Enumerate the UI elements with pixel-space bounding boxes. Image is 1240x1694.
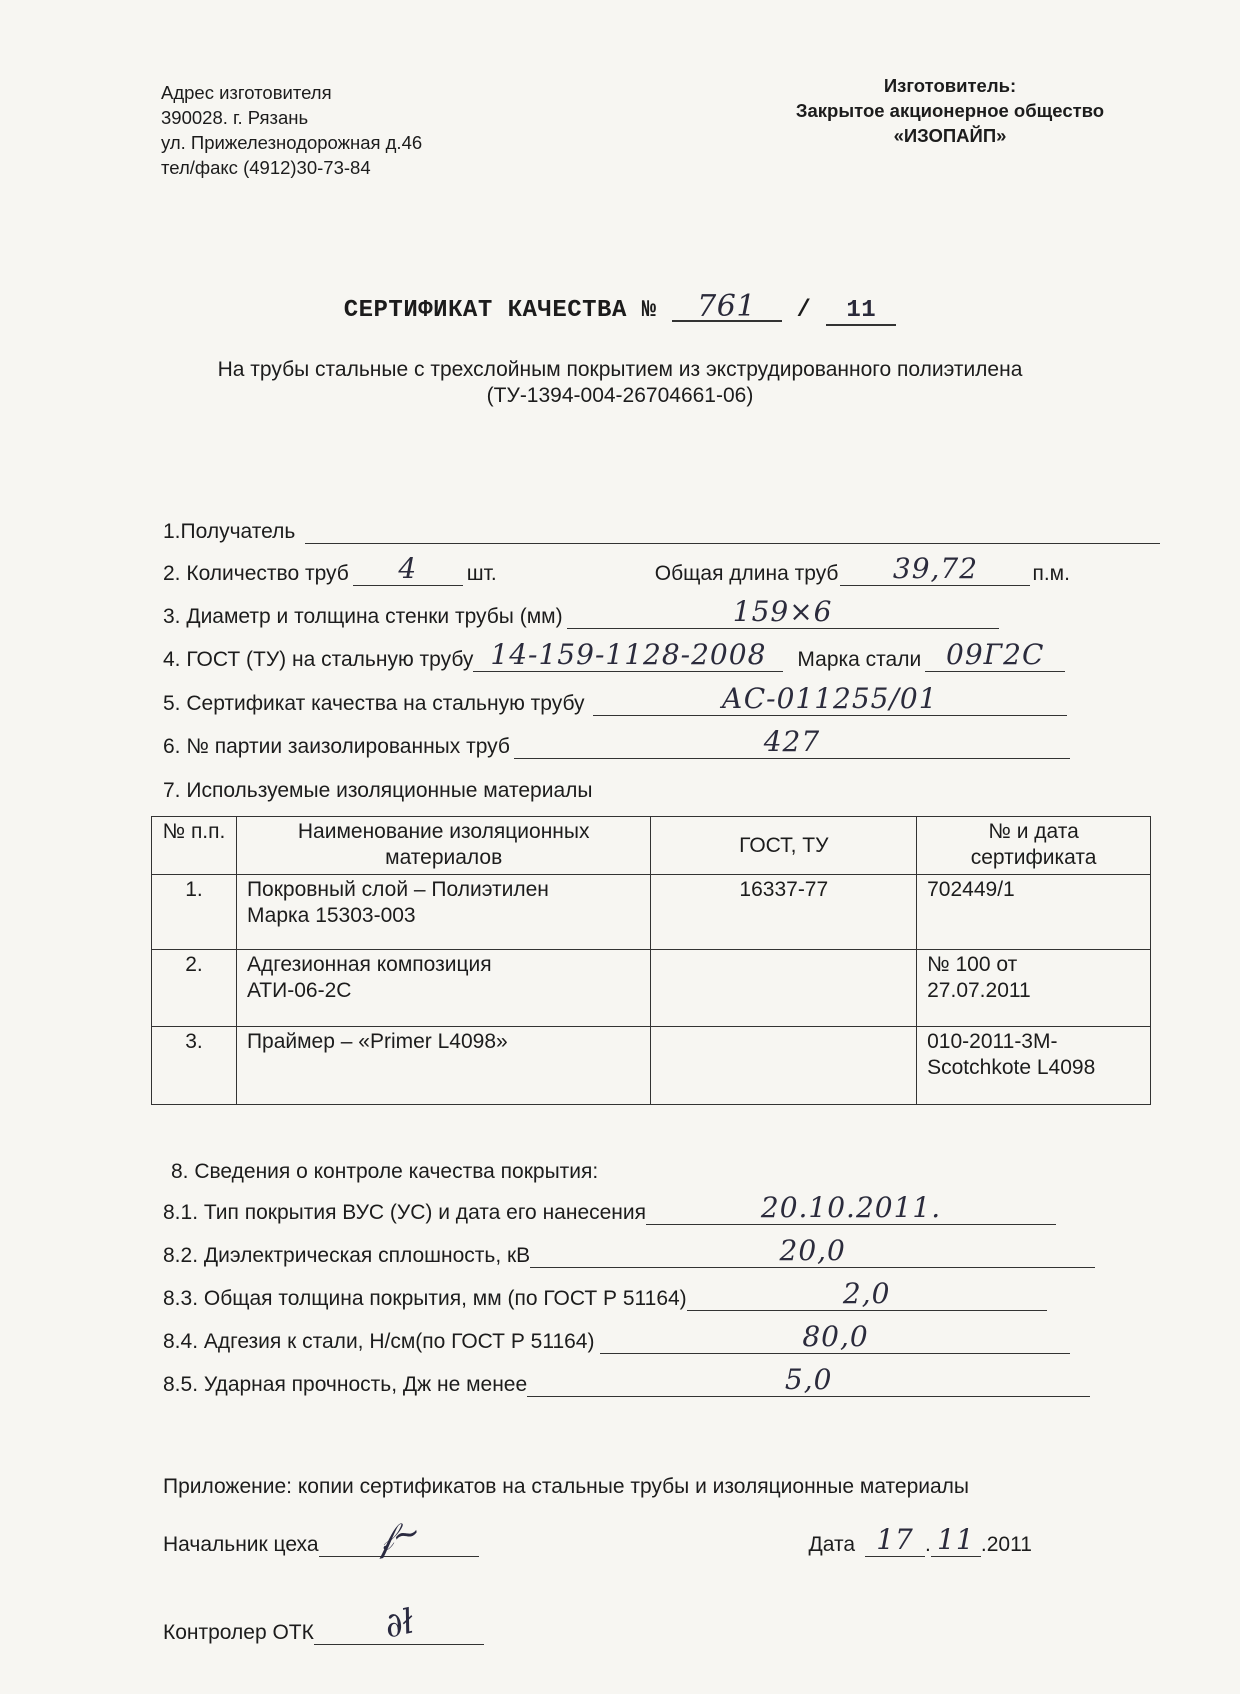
material-name-line-2: АТИ-06-2С — [246, 979, 352, 1002]
steel-grade-label: Марка стали — [797, 648, 922, 671]
diameter-row — [163, 595, 1160, 629]
date-month: 11 — [937, 1523, 975, 1556]
certificate-line-1: № 100 от — [927, 953, 1018, 976]
quality-heading-row — [171, 1154, 1160, 1184]
certificate-title — [0, 289, 1240, 326]
gost-row — [163, 638, 1160, 672]
subtitle-line-2: (ТУ-1394-004-26704661-06) — [486, 384, 754, 407]
impact-value: 5,0 — [784, 1363, 833, 1396]
date-label: Дата — [808, 1533, 856, 1556]
impact-label: 8.5. Ударная прочность, Дж не менее — [163, 1373, 528, 1396]
certificate-line-1: 010-2011-3М- — [927, 1030, 1058, 1053]
gost-value: 14-159-1128-2008 — [490, 638, 767, 671]
quality-heading: 8. Сведения о контроле качества покрытия: — [171, 1160, 599, 1183]
controller-signature-row — [163, 1601, 1160, 1647]
head-signature: 𝒻~ — [373, 1511, 425, 1561]
recipient-row — [163, 514, 1160, 544]
certificate-year: 11 — [826, 298, 896, 326]
table-header-gost: ГОСТ, ТУ — [651, 817, 917, 875]
row-certificate — [917, 875, 1151, 950]
dielectric-label: 8.2. Диэлектрическая сплошность, кВ — [163, 1244, 531, 1267]
certificate-line-2: 27.07.2011 — [927, 979, 1031, 1002]
address-line-3: тел/факс (4912)30-73-84 — [161, 157, 371, 178]
row-number: 1. — [152, 875, 237, 950]
pipe-certificate-row — [163, 682, 1160, 716]
thickness-value: 2,0 — [842, 1277, 891, 1310]
attachment-row — [163, 1469, 1160, 1499]
dielectric-row — [163, 1234, 1160, 1268]
table-header-certificate: № и дата сертификата — [917, 817, 1151, 875]
row-gost: 16337-77 — [651, 875, 917, 950]
manufacturer-block — [740, 73, 1160, 148]
row-gost — [651, 950, 917, 1027]
pipe-count-label: 2. Количество труб — [163, 562, 349, 585]
table-row — [152, 950, 1151, 1027]
adhesion-value: 80,0 — [802, 1320, 869, 1353]
adhesion-label: 8.4. Адгезия к стали, Н/см(по ГОСТ Р 51164) — [163, 1330, 595, 1353]
pipe-length-label: Общая длина труб — [654, 562, 839, 585]
adhesion-row — [163, 1320, 1160, 1354]
material-name-line-1: Адгезионная композиция — [246, 953, 492, 976]
materials-label: 7. Используемые изоляционные материалы — [163, 779, 593, 802]
manufacturer-label: Изготовитель: — [883, 75, 1017, 96]
pipe-certificate-label: 5. Сертификат качества на стальную трубу — [163, 692, 585, 715]
recipient-label: 1.Получатель — [163, 520, 296, 543]
address-label: Адрес изготовителя — [161, 82, 332, 103]
certificate-line-2: Scotchkote L4098 — [927, 1056, 1096, 1079]
pipe-length-value: 39,72 — [892, 552, 979, 585]
manufacturer-line-1: Закрытое акционерное общество — [795, 100, 1105, 121]
row-number: 3. — [152, 1027, 237, 1105]
batch-row — [163, 725, 1160, 759]
gost-label: 4. ГОСТ (ТУ) на стальную трубу — [163, 648, 474, 671]
thickness-label: 8.3. Общая толщина покрытия, мм (по ГОСТ Р 51164) — [163, 1287, 687, 1310]
coating-type-row — [163, 1191, 1160, 1225]
head-signature-row: Начальник цеха 𝒻~ Дата 17 . 11 .2011 — [163, 1511, 1032, 1561]
pipe-count-value: 4 — [398, 552, 418, 585]
material-name-line-1: Праймер – «Primer L4098» — [246, 1030, 508, 1053]
manufacturer-address — [161, 80, 422, 180]
material-name-line-2: Марка 15303-003 — [246, 904, 416, 927]
row-gost — [651, 1027, 917, 1105]
pipe-count-unit: шт. — [466, 562, 497, 585]
pipe-certificate-value: АС-011255/01 — [721, 682, 938, 715]
recipient-line — [305, 513, 1160, 544]
diameter-label: 3. Диаметр и толщина стенки трубы (мм) — [163, 605, 563, 628]
batch-label: 6. № партии заизолированных труб — [163, 735, 510, 758]
manufacturer-line-2: «ИЗОПАЙП» — [893, 125, 1007, 146]
controller-signature: ∂ł — [380, 1601, 418, 1647]
diameter-value: 159×6 — [732, 595, 833, 628]
dielectric-value: 20,0 — [779, 1234, 846, 1267]
row-certificate — [917, 1027, 1151, 1105]
coating-type-value: 20.10.2011. — [760, 1191, 942, 1224]
row-certificate — [917, 950, 1151, 1027]
attachment-text: Приложение: копии сертификатов на стальные трубы и изоляционные материалы — [163, 1475, 970, 1498]
table-header-row — [152, 817, 1151, 875]
thickness-row — [163, 1277, 1160, 1311]
coating-type-label: 8.1. Тип покрытия ВУС (УС) и дата его нанесения — [163, 1201, 646, 1224]
certificate-number: 761 — [672, 294, 782, 322]
materials-row — [163, 773, 1160, 803]
address-line-2: ул. Прижелезнодорожная д.46 — [161, 132, 423, 153]
title-slash: / — [796, 297, 812, 324]
batch-value: 427 — [763, 725, 821, 758]
table-row — [152, 875, 1151, 950]
row-material — [236, 950, 651, 1027]
steel-grade-value: 09Г2С — [946, 638, 1045, 671]
date-year: .2011 — [980, 1533, 1032, 1556]
pipe-count-row — [163, 552, 1160, 586]
table-row — [152, 1027, 1151, 1105]
table-header-number: № п.п. — [152, 817, 237, 875]
controller-label: Контролер ОТК — [163, 1621, 314, 1644]
materials-table — [151, 816, 1151, 1105]
pipe-length-unit: п.м. — [1032, 562, 1070, 585]
title-text: СЕРТИФИКАТ КАЧЕСТВА № — [343, 297, 657, 324]
impact-row — [163, 1363, 1160, 1397]
row-material — [236, 875, 651, 950]
certificate-subtitle — [0, 357, 1240, 409]
certificate-line-1: 702449/1 — [927, 878, 1015, 901]
date-day: 17 — [876, 1523, 914, 1556]
material-name-line-1: Покровный слой – Полиэтилен — [246, 878, 549, 901]
address-line-1: 390028. г. Рязань — [161, 107, 309, 128]
head-label: Начальник цеха — [163, 1533, 319, 1556]
row-material — [236, 1027, 651, 1105]
subtitle-line-1: На трубы стальные с трехслойным покрытием из экструдированного полиэтилена — [217, 358, 1023, 381]
row-number: 2. — [152, 950, 237, 1027]
table-header-name: Наименование изоляционных материалов — [236, 817, 651, 875]
